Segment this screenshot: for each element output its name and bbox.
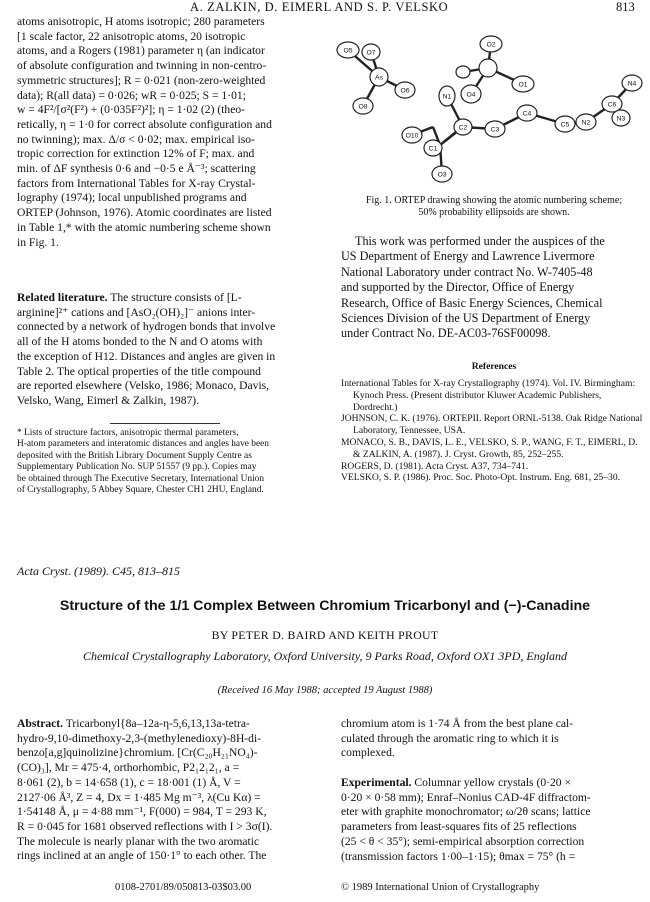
footnote-rule [110,423,220,424]
article-title: Structure of the 1/1 Complex Between Chromium Tricarbonyl and (−)-Canadine [59,598,591,614]
atom-label: C3 [490,126,500,134]
text-line: Fig. 1. ORTEP drawing showing the atomic numbering scheme; [365,195,623,206]
text-line: 8·061 (2), b = 14·658 (1), c = 18·001 (1) Å, V = [17,775,241,789]
text-line: (CO)₃], Mr = 475·4, orthorhombic, P2₁2₁2₁, a = [17,761,240,775]
text-line: Sciences Division of the US Department of Energy [341,311,591,326]
experimental-heading: Experimental. [341,776,412,789]
text-line: 1·54148 Å, μ = 4·88 mm⁻¹, F(000) = 984, T = 293 K, [17,805,267,819]
text-line: the exception of H12. Distances and angles are given in [17,349,276,363]
ortep-figure [335,18,647,194]
text-line: US Department of Energy and Lawrence Livermore [341,249,595,264]
text-line: Table 2. The optical properties of the title compound [17,364,261,378]
references-heading: References [471,361,517,372]
atom-label: C1 [428,145,438,153]
atom-label: C5 [560,121,570,129]
text-line: complexed. [341,746,395,760]
text-line: This work was performed under the auspices of the [355,234,605,248]
text-line: The structure consists of [L- [107,291,242,304]
atom-label: O6 [400,87,410,95]
text-line: are reported elsewhere (Velsko, 1986; Monaco, Davis, [17,379,270,393]
atom-label: C2 [458,124,468,132]
reference-item: International Tables for X-ray Crystallography (1974). Vol. IV. Birmingham: Kynoch Press. (Present distributor Kluwer Academic Publishers, Dordrecht.) [341,378,636,413]
atom-label: C6 [607,101,617,109]
text-line: data); R(all data) = 0·026; wR = 0·025; S = 1·01; [17,88,246,102]
text-line: 2127·06 Å³, Z = 4, Dx = 1·485 Mg m⁻³, λ(Cu Kα) = [17,790,261,804]
text-line: culated through the aromatic ring to which it is [341,731,559,745]
copyright-notice: © 1989 International Union of Crystallography [341,882,540,893]
abstract-continued [341,717,647,761]
abstract-heading: Abstract. [17,717,64,730]
text-line: of absolute configuration and twinning in non-centro- [17,59,267,73]
text-line: * Lists of structure factors, anisotropic thermal parameters, [17,428,239,438]
affiliation: Chemical Crystallography Laboratory, Oxford University, 9 Parks Road, Oxford OX1 3PD, England [82,649,568,663]
text-line: tropic correction for extinction 12% of F; max. and [17,147,255,161]
text-line: ORTEP (Johnson, 1976). Atomic coordinates are listed [17,206,272,220]
text-line: 0·20 × 0·58 mm); Enraf–Nonius CAD-4F diffractom- [341,790,591,804]
text-line: symmetric structures]; R = 0·021 (non-zero-weighted [17,73,266,87]
deposition-footnote [17,428,327,496]
text-line: chromium atom is 1·74 Å from the best plane cal- [341,717,574,730]
text-line: no twinning); max. Δ/σ < 0·02; max. empirical iso- [17,132,255,146]
atom-label: O7 [366,49,376,57]
text-line: The molecule is nearly planar with the two aromatic [17,834,260,848]
atom-as2 [479,59,497,77]
atom-label: O8 [358,103,368,111]
atom-label: O1 [518,81,528,89]
atom-label: O4 [466,91,476,99]
text-line: in Fig. 1. [17,235,59,249]
experimental-continued-paragraph [17,15,327,250]
atom-label: N3 [616,115,626,123]
text-line: [1 scale factor, 22 anisotropic atoms, 20 isotropic [17,29,246,43]
text-line: R = 0·045 for 1681 observed reflections with I > 3σ(I). [17,819,273,833]
atom-label: N2 [581,119,591,127]
atom-label: O2 [486,41,496,49]
running-header-authors: A. ZALKIN, D. EIMERL AND S. P. VELSKO [190,0,449,14]
text-line: lography (1974); local unpublished programs and [17,191,247,205]
acknowledgement-paragraph [341,234,647,342]
atom-label: As [375,74,383,82]
atom-label: O5 [343,47,353,55]
article-authors: BY PETER D. BAIRD AND KEITH PROUT [211,628,439,642]
text-line: in Table 1,* with the atomic numbering scheme shown [17,220,271,234]
reference-list [341,378,647,484]
text-line: rings inclined at an angle of 150·1° to each other. The [17,849,267,863]
reference-item: VELSKO, S. P. (1986). Proc. Soc. Photo-Opt. Instrum. Eng. 681, 25–30. [341,472,621,484]
text-line: Velsko, Wang, Eimerl & Zalkin, 1987). [17,393,200,407]
text-line: 50% probability ellipsoids are shown. [418,207,570,218]
text-line: Tricarbonyl{8a–12a-η-5,6,13,13a-tetra- [63,717,250,730]
text-line: retically, η = 1·0 for correct absolute configuration and [17,117,272,131]
text-line: Research, Office of Basic Energy Sciences, Chemical [341,295,603,310]
reference-item: JOHNSON, C. K. (1976). ORTEPII. Report ORNL-5138. Oak Ridge National Laboratory, Tennessee, USA. [341,413,643,437]
atom-oh [456,66,470,78]
text-line: of Crystallography, 5 Abbey Square, Chester CH1 2HU, England. [17,485,264,496]
abstract-paragraph [17,717,327,864]
text-line: (25 < θ < 35°); semi-empirical absorption correction [341,834,585,848]
text-line: hydro-9,10-dimethoxy-2,3-(methylenedioxy)-8H-di- [17,731,262,745]
related-literature-heading: Related literature. [17,291,108,304]
page-number: 813 [616,0,635,14]
received-dates: (Received 16 May 1988; accepted 19 August 1988) [217,685,433,696]
reference-item: MONACO, S. B., DAVIS, L. E., VELSKO, S. P., WANG, F. T., EIMERL, D. & ZALKIN, A. (1987). J. Cryst. Growth, 85, 252–255. [341,436,638,460]
text-line: Supplementary Publication No. SUP 51557 (9 pp.). Copies may [17,462,257,473]
figure-caption [341,195,647,219]
text-line: benzo[a,g]quinolizine}chromium. [Cr(C₂₀H₂₁NO₄)- [17,746,258,760]
text-line: atoms, and a Rogers (1981) parameter η (an indicator [17,44,265,58]
atom-label: O10 [405,132,419,140]
text-line: (transmission factors 1·00–1·15); θmax = 75° (h = [341,849,576,863]
text-line: factors from International Tables for X-ray Crystal- [17,176,256,190]
text-line: min. of ΔF synthesis 0·6 and −0·5 e Å⁻³; scattering [17,162,256,176]
text-line: under Contract No. DE-AC03-76SF00098. [341,326,551,341]
text-line: parameters from least-squares fits of 25 reflections [341,820,577,834]
text-line: connected by a network of hydrogen bonds that involve [17,320,276,334]
experimental-paragraph [341,776,647,864]
atom-label: C4 [522,110,532,118]
article-code: 0108-2701/89/050813-03$03.00 [115,882,252,893]
text-line: Columnar yellow crystals (0·20 × [411,776,572,789]
reference-item: ROGERS, D. (1981). Acta Cryst. A37, 734–741. [341,460,529,472]
atom-label: N4 [627,80,637,88]
atom-label: O3 [437,171,447,179]
atom-label: N1 [442,93,452,101]
text-line: atoms anisotropic, H atoms isotropic; 280 parameters [17,15,265,28]
text-line: and supported by the Director, Office of Energy [341,280,575,295]
text-line: H-atom parameters and interatomic distances and angles have been [17,439,269,450]
text-line: National Laboratory under contract No. W-7405-48 [341,264,593,279]
related-literature-paragraph [17,291,327,409]
text-line: eter with graphite monochromator; ω/2θ scans; lattice [341,805,591,819]
journal-citation: Acta Cryst. (1989). C45, 813–815 [17,564,180,578]
text-line: be obtained through The Executive Secretary, International Union [17,473,265,484]
text-line: all of the H atoms bonded to the N and O atoms with [17,335,263,349]
text-line: w = 4F²/[σ²(F²) + (0·035F²)²]; η = 1·02 (2) (theo- [17,103,246,117]
text-line: deposited with the British Library Document Supply Centre as [17,450,252,461]
text-line: arginine]²⁺ cations and [AsO₂(OH)₂]⁻ anions inter- [17,305,256,319]
